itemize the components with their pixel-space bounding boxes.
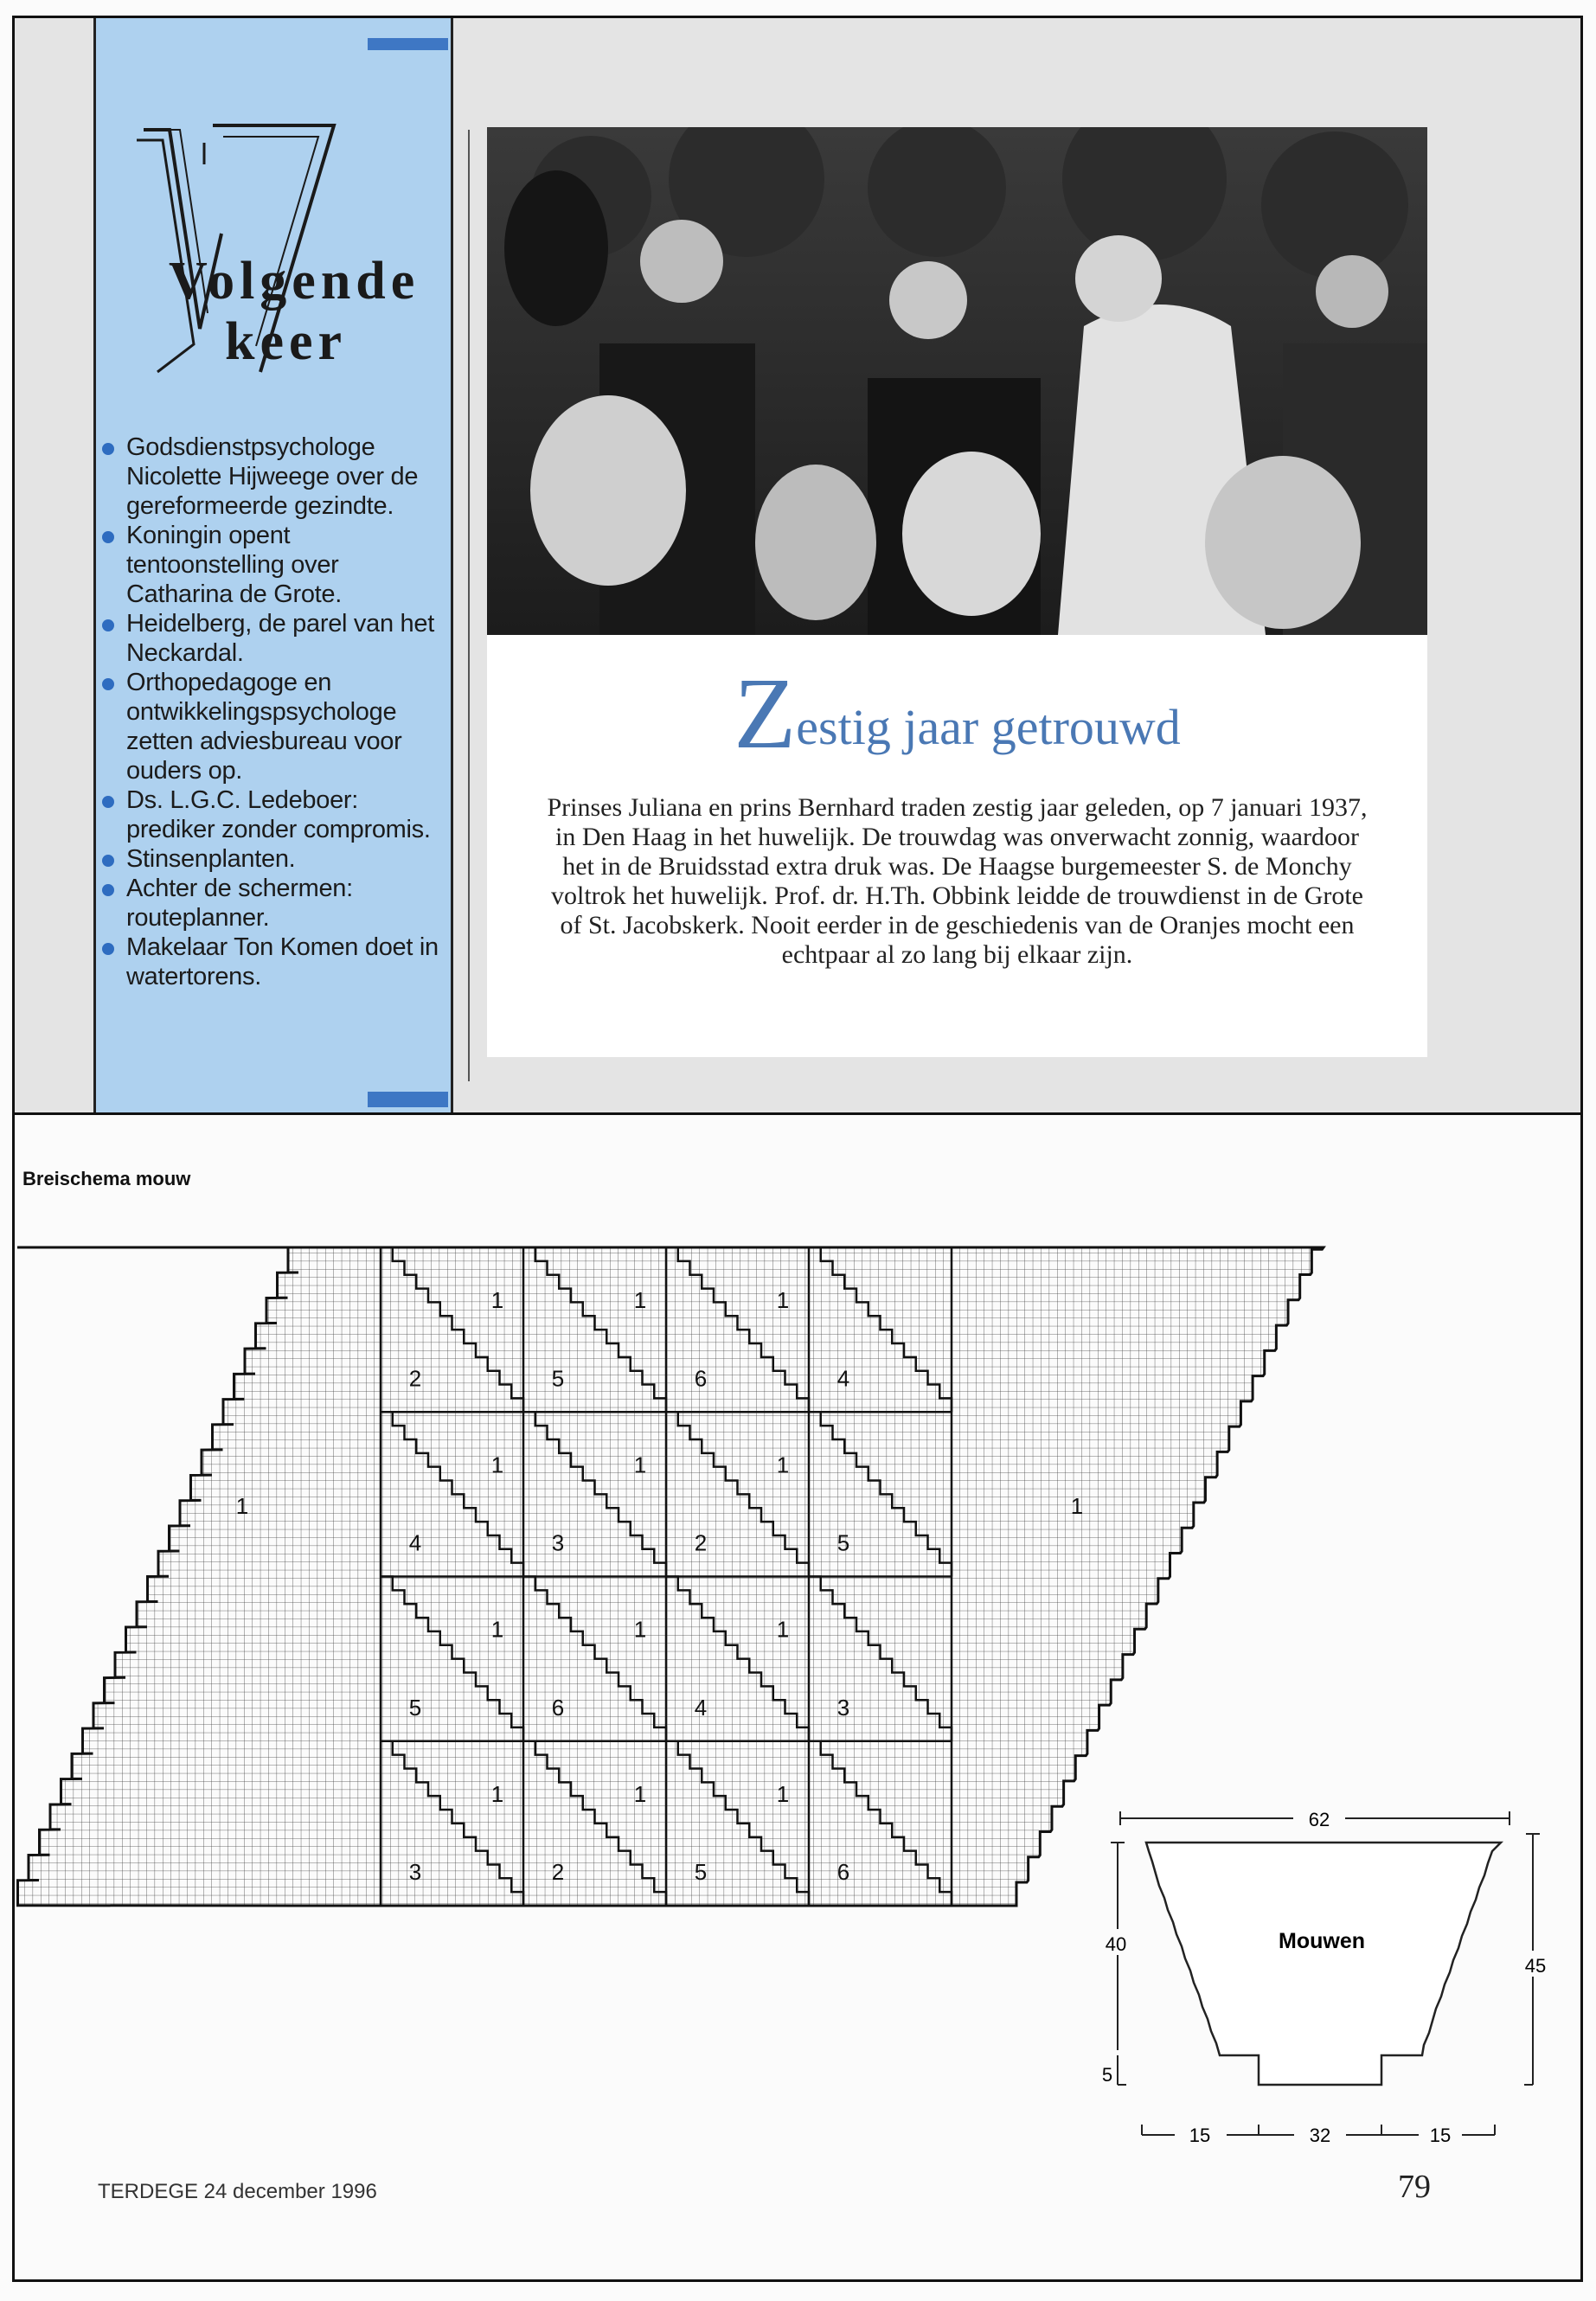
block-label: 1	[776, 1287, 790, 1313]
sleeve-top-width: 62	[1308, 1809, 1330, 1830]
sleeve-bottom-center: 32	[1309, 2125, 1331, 2146]
block-label: 6	[551, 1694, 565, 1721]
block-label: 1	[490, 1287, 504, 1313]
block-label: 2	[551, 1859, 565, 1885]
block-label: 4	[408, 1529, 422, 1556]
list-item: Orthopedagoge en ontwikkelingspsychologe zetten adviesbureau voor ouders op.	[102, 668, 448, 785]
sleeve-label: Mouwen	[1279, 1929, 1365, 1953]
sleeve-right-height: 45	[1524, 1955, 1547, 1977]
block-label: 3	[836, 1694, 850, 1721]
side-label-left: 1	[235, 1493, 249, 1519]
block-label: 4	[694, 1694, 708, 1721]
page-number: 79	[1398, 2169, 1431, 2205]
block-label: 1	[633, 1452, 647, 1478]
article-title	[487, 655, 1427, 772]
column-divider	[468, 130, 470, 1081]
logo-line1: Volgende	[169, 252, 420, 311]
block-label: 1	[776, 1452, 790, 1478]
chart-title: Breischema mouw	[22, 1168, 191, 1189]
block-label: 1	[490, 1780, 504, 1807]
list-item: Ds. L.G.C. Ledeboer: prediker zonder compromis.	[102, 785, 448, 844]
sleeve-bottom-right: 15	[1429, 2125, 1452, 2146]
block-label: 1	[490, 1616, 504, 1643]
block-label: 1	[490, 1452, 504, 1478]
block-label: 1	[776, 1780, 790, 1807]
block-label: 6	[694, 1365, 708, 1392]
sidebar-bottom-bar	[368, 1092, 448, 1107]
list-item: Koningin opent tentoonstelling over Catharina de Grote.	[102, 521, 448, 609]
block-label: 1	[776, 1616, 790, 1643]
title-initial: Z	[734, 657, 797, 770]
block-label: 1	[633, 1287, 647, 1313]
next-issue-list	[102, 433, 448, 991]
list-item: Makelaar Ton Komen doet in watertorens.	[102, 933, 448, 991]
list-item: Stinsenplanten.	[102, 844, 448, 874]
article-card	[487, 127, 1427, 1057]
list-item: Godsdienstpsychologe Nicolette Hijweege over de gereformeerde gezindte.	[102, 433, 448, 521]
sleeve-bottom-left: 15	[1189, 2125, 1211, 2146]
footer-source: TERDEGE 24 december 1996	[98, 2180, 377, 2203]
block-label: 4	[836, 1365, 850, 1392]
block-label: 3	[551, 1529, 565, 1556]
block-label: 1	[633, 1616, 647, 1643]
block-label: 5	[551, 1365, 565, 1392]
block-label: 3	[408, 1859, 422, 1885]
sleeve-cuff-height: 5	[1101, 2064, 1113, 2086]
article-body: Prinses Juliana en prins Bernhard traden zestig jaar geleden, op 7 januari 1937, in Den Haag in het huwelijk. De trouwdag was onverwacht zonnig, waardoor het in de Bruidsstad extra druk was. De Haagse burgemeester S. de Monchy voltrok het huwelijk. Prof. dr. H.Th. Obbink leidde de trouwdienst in de Grote of St. Jacobskerk. Nooit eerder in de geschiedenis van de Oranjes mocht een echtpaar al zo lang bij elkaar zijn.	[547, 793, 1368, 969]
side-label-right: 1	[1070, 1493, 1084, 1519]
block-label: 5	[694, 1859, 708, 1885]
title-rest: estig jaar getrouwd	[796, 699, 1181, 755]
sleeve-diagram	[1073, 1799, 1557, 2163]
article-photo	[487, 127, 1427, 635]
sidebar-top-bar	[368, 38, 448, 50]
block-label: 2	[408, 1365, 422, 1392]
list-item: Achter de schermen: routeplanner.	[102, 874, 448, 933]
logo-letter: V	[118, 112, 119, 113]
block-label: 5	[836, 1529, 850, 1556]
sleeve-left-height: 40	[1105, 1933, 1127, 1955]
block-label: 5	[408, 1694, 422, 1721]
list-item: Heidelberg, de parel van het Neckardal.	[102, 609, 448, 668]
block-label: 1	[633, 1780, 647, 1807]
block-label: 6	[836, 1859, 850, 1885]
logo-line2: keer	[225, 312, 348, 371]
block-label: 2	[694, 1529, 708, 1556]
